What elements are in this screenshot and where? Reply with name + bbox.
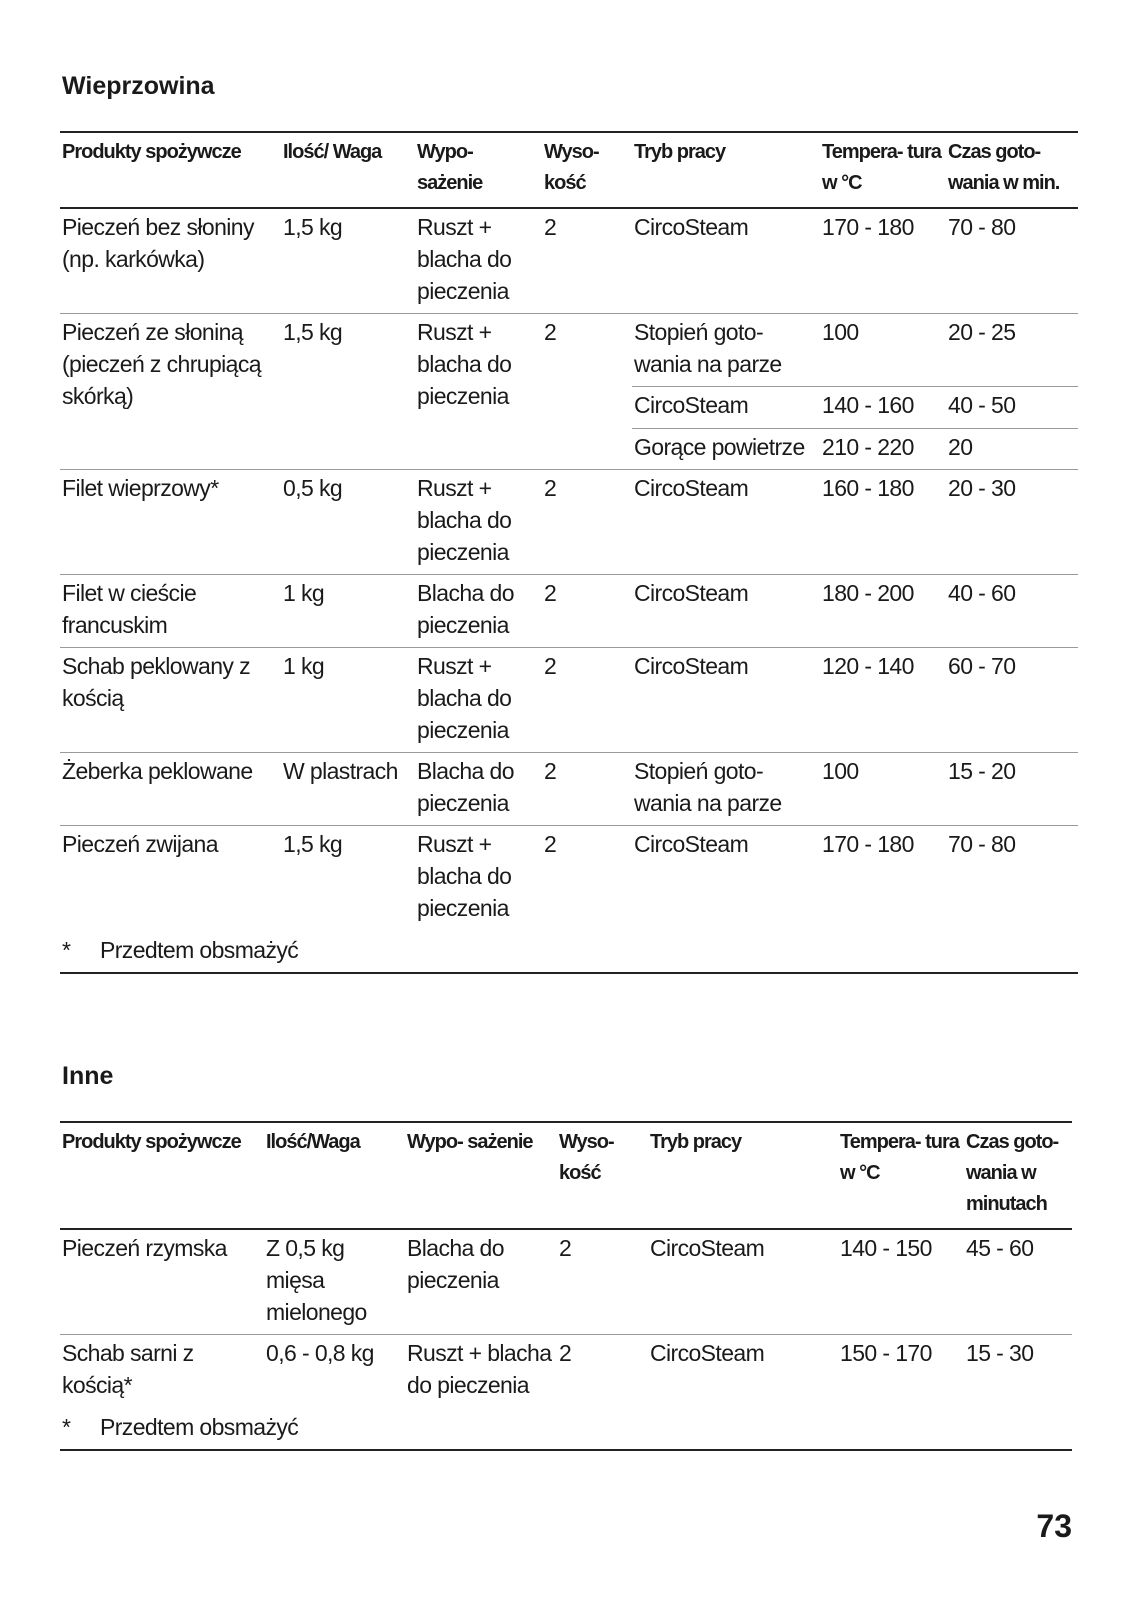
cell-mode [632, 470, 820, 575]
cell-amount: 0,5 kg [281, 470, 415, 575]
cell-amount: 1,5 kg [281, 314, 415, 470]
table-row [60, 1229, 1072, 1335]
footnote-star: * [62, 937, 71, 963]
header-temperature: Tempera- tura w °C [838, 1122, 964, 1229]
footnote-text: Przedtem obsmażyć [100, 937, 299, 963]
cell-mode [632, 208, 820, 314]
cell-level: 2 [542, 575, 632, 648]
header-time: Czas goto- wania w minutach [964, 1122, 1072, 1229]
header-level: Wyso- kość [542, 132, 632, 208]
cell-mode [632, 826, 820, 931]
cell-product: Filet w cieście francuskim [60, 575, 281, 648]
cell-time: 40 - 50 [946, 387, 1078, 429]
cell-amount: 1,5 kg [283, 831, 343, 857]
cell-mode: Gorące powietrze [632, 429, 820, 470]
cell-time: 40 - 60 [946, 575, 1078, 648]
cell-time: 15 - 20 [946, 753, 1078, 826]
cell-product: Schab sarni z kością* [62, 1340, 194, 1398]
table-row [60, 208, 1078, 314]
header-amount: Ilość/Waga [264, 1122, 405, 1229]
mode-label: CircoSteam [650, 1235, 765, 1261]
cell-time: 20 [946, 429, 1078, 470]
cell-temperature: 180 - 200 [820, 575, 946, 648]
cell-temperature: 170 - 180 [820, 208, 946, 314]
cell-temperature: 150 - 170 [840, 1340, 932, 1366]
cell-time: 45 - 60 [964, 1229, 1072, 1335]
header-temperature: Tempera- tura w °C [820, 132, 946, 208]
cell-level: 2 [542, 470, 632, 575]
cell-equipment: Blacha do pieczenia [415, 575, 542, 648]
cell-temperature: 140 - 150 [838, 1229, 964, 1335]
cell-amount: 1 kg [281, 648, 415, 753]
cell-time: 70 - 80 [948, 831, 1016, 857]
footnote [60, 930, 1078, 973]
cell-level: 2 [542, 314, 632, 470]
footnote-row [60, 1407, 1072, 1450]
cell-time: 70 - 80 [946, 208, 1078, 314]
other-cooking-table [60, 1121, 1072, 1451]
table-row [60, 753, 1078, 826]
cell-mode [632, 648, 820, 753]
cell-product: Schab peklowany z kością [60, 648, 281, 753]
page-number: 73 [1036, 1508, 1072, 1544]
cell-amount: 1 kg [281, 575, 415, 648]
section-title-other: Inne [62, 1062, 114, 1090]
cell-product: Filet wieprzowy* [60, 470, 281, 575]
mode-label: CircoSteam [634, 392, 749, 418]
cell-mode [648, 1229, 838, 1335]
cell-level: 2 [542, 208, 632, 314]
footnote-star: * [62, 1414, 71, 1440]
cell-equipment: Ruszt + blacha do pieczenia [415, 314, 542, 470]
cell-equipment: Ruszt + blacha do pieczenia [407, 1340, 552, 1398]
cell-mode [632, 575, 820, 648]
pork-cooking-table [60, 131, 1078, 974]
cell-equipment: Ruszt + blacha do pieczenia [415, 470, 542, 575]
cell-time: 20 - 25 [946, 314, 1078, 387]
cell-temperature: 160 - 180 [820, 470, 946, 575]
cell-equipment: Blacha do pieczenia [405, 1229, 557, 1335]
cell-time: 60 - 70 [946, 648, 1078, 753]
cell-amount: Z 0,5 kg mięsa mielonego [264, 1229, 405, 1335]
header-mode: Tryb pracy [632, 132, 820, 208]
section-title-pork: Wieprzowina [62, 72, 215, 100]
cell-product: Żeberka peklowane [60, 753, 281, 826]
header-amount: Ilość/ Waga [281, 132, 415, 208]
footnote-row [60, 930, 1078, 973]
cell-level: 2 [542, 648, 632, 753]
header-level: Wyso- kość [557, 1122, 648, 1229]
cell-amount: W plastrach [281, 753, 415, 826]
cell-time: 15 - 30 [966, 1340, 1034, 1366]
table-row [60, 1335, 1072, 1408]
cell-equipment: Blacha do pieczenia [415, 753, 542, 826]
header-equipment: Wypo- sażenie [405, 1122, 557, 1229]
table-row [60, 648, 1078, 753]
cell-product: Pieczeń ze słoniną (pieczeń z chrupiącą skórką) [60, 314, 281, 470]
cell-temperature: 100 [820, 753, 946, 826]
cell-level: 2 [542, 753, 632, 826]
cell-level: 2 [557, 1229, 648, 1335]
mode-label: CircoSteam [634, 653, 749, 679]
cell-amount: 1,5 kg [281, 208, 415, 314]
footnote [60, 1407, 1072, 1450]
header-equipment: Wypo- sażenie [415, 132, 542, 208]
mode-label: CircoSteam [634, 831, 749, 857]
cell-equipment: Ruszt + blacha do pieczenia [415, 648, 542, 753]
cell-product: Pieczeń zwijana [62, 831, 218, 857]
mode-label: CircoSteam [634, 475, 749, 501]
cell-product: Pieczeń bez słoniny (np. karkówka) [60, 208, 281, 314]
header-products: Produkty spożywcze [60, 132, 281, 208]
cell-temperature: 120 - 140 [820, 648, 946, 753]
header-products: Produkty spożywcze [60, 1122, 264, 1229]
cell-mode [632, 387, 820, 429]
cell-equipment: Ruszt + blacha do pieczenia [417, 831, 512, 921]
table-row [60, 470, 1078, 575]
table-row [60, 826, 1078, 931]
cell-equipment: Ruszt + blacha do pieczenia [415, 208, 542, 314]
cell-mode: Stopień goto- wania na parze [632, 753, 820, 826]
footnote-text: Przedtem obsmażyć [100, 1414, 299, 1440]
table-header-row [60, 132, 1078, 208]
cell-temperature: 210 - 220 [820, 429, 946, 470]
header-time: Czas goto- wania w min. [946, 132, 1078, 208]
cell-temperature: 140 - 160 [820, 387, 946, 429]
table-header-row [60, 1122, 1072, 1229]
cell-amount: 0,6 - 0,8 kg [266, 1340, 374, 1366]
cell-product: Pieczeń rzymska [60, 1229, 264, 1335]
table-row [60, 575, 1078, 648]
cell-temperature: 170 - 180 [822, 831, 914, 857]
mode-label: CircoSteam [634, 214, 749, 240]
cell-temperature: 100 [820, 314, 946, 387]
cell-level: 2 [559, 1340, 572, 1366]
cell-level: 2 [544, 831, 557, 857]
cell-time: 20 - 30 [946, 470, 1078, 575]
table-row [60, 314, 1078, 387]
cell-mode: Stopień goto- wania na parze [632, 314, 820, 387]
header-mode: Tryb pracy [648, 1122, 838, 1229]
mode-label: CircoSteam [650, 1340, 765, 1366]
mode-label: CircoSteam [634, 580, 749, 606]
cell-mode [648, 1335, 838, 1408]
